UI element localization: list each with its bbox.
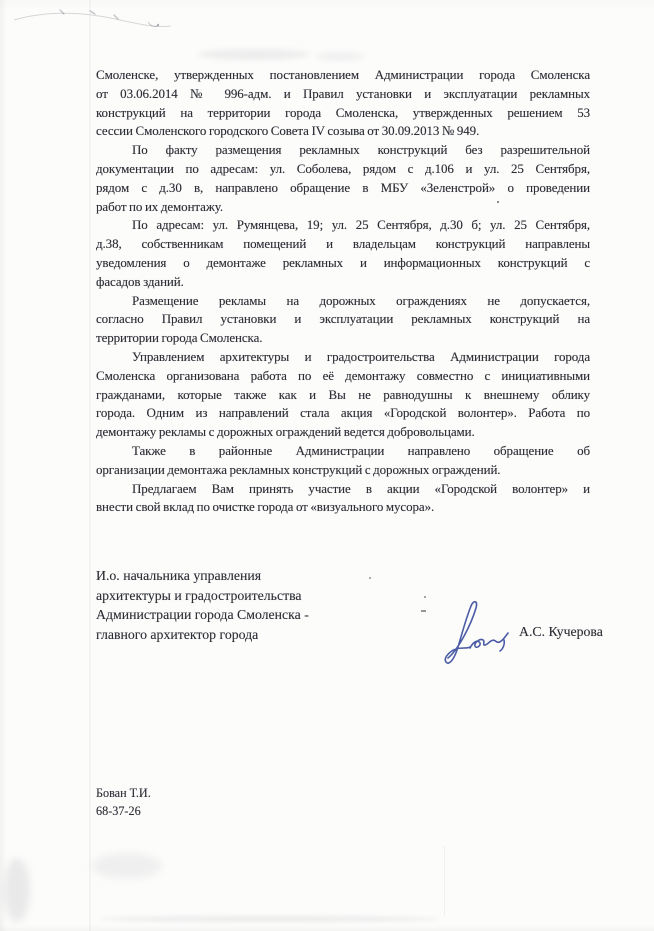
body-text-line: Также в районные Администрации направлено обращение об (132, 442, 590, 458)
signature-ink (442, 596, 524, 672)
executor-phone: 68-37-26 (96, 804, 141, 818)
body-text-line: документации по адресам: ул. Соболева, рядом с д.106 и ул. 25 Сентября, (96, 160, 590, 176)
body-text-line: Управлением архитектуры и градостроительства Администрации города (132, 348, 590, 364)
body-text-line: По факту размещения рекламных конструкций без разрешительной (132, 142, 590, 158)
body-text-line: рядом с д.30 в, направлено обращение в МБУ «Зеленстрой» о проведении (96, 179, 590, 195)
body-text-line: Смоленска организована работа по её демонтажу совместно с инициативными (96, 367, 590, 383)
body-text-line: фасадов зданий. (96, 273, 184, 289)
body-text-line: города. Одним из направлений стала акция «Городской волонтер». Работа по (96, 405, 590, 421)
pencil-scribble (8, 2, 178, 42)
body-text-line: от 03.06.2014 № 996-адм. и Правил установки и эксплуатации рекламных (96, 85, 590, 101)
body-text-line: Смоленске, утвержденных постановлением Администрации города Смоленска (96, 67, 590, 82)
body-text-line: территории города Смоленска. (96, 330, 263, 346)
body-text-line: Предлагаем Вам принять участие в акции «Городской волонтер» и (132, 480, 590, 496)
body-text-line: сессии Смоленского городского Совета IV созыва от 30.09.2013 № 949. (96, 123, 480, 139)
body-text-line: уведомления о демонтаже рекламных и информационных конструкций с (96, 254, 590, 270)
body-text-line: работ по их демонтажу. (96, 198, 223, 214)
body-text-line: внести свой вклад по очистке города от «визуального мусора». (96, 499, 435, 515)
signer-name: А.С. Кучерова (519, 624, 603, 639)
body-text-line: д.38, собственникам помещений и владельцам конструкций направлены (96, 236, 590, 252)
body-text-line: конструкций на территории города Смоленска, утвержденных решением 53 (96, 104, 590, 120)
body-text-line: Размещение рекламы на дорожных ограждениях не допускается, (132, 292, 590, 308)
signer-title-block (96, 566, 406, 644)
signer-title-line: главного архитектор города (96, 626, 259, 642)
signer-title-line: И.о. начальника управления (96, 568, 262, 583)
body-text-line: демонтажу рекламы с дорожных ограждений ведется добровольцами. (96, 424, 475, 440)
signer-title-line: Администрации города Смоленска - (96, 607, 309, 623)
letter-body (96, 66, 590, 517)
body-text-line: По адресам: ул. Румянцева, 19; ул. 25 Сентября, д.30 б; ул. 25 Сентября, (132, 217, 590, 233)
body-text-line: организации демонтажа рекламных конструкций с дорожных ограждений. (96, 461, 501, 477)
signer-title-line: архитектуры и градостроительства (96, 587, 302, 603)
body-text-line: гражданами, которые также как и Вы не равнодушны к внешнему облику (96, 386, 590, 402)
executor-footer (96, 784, 151, 820)
executor-name: Бован Т.И. (96, 786, 151, 800)
body-text-line: согласно Правил установки и эксплуатации рекламных конструкций на (96, 311, 590, 327)
